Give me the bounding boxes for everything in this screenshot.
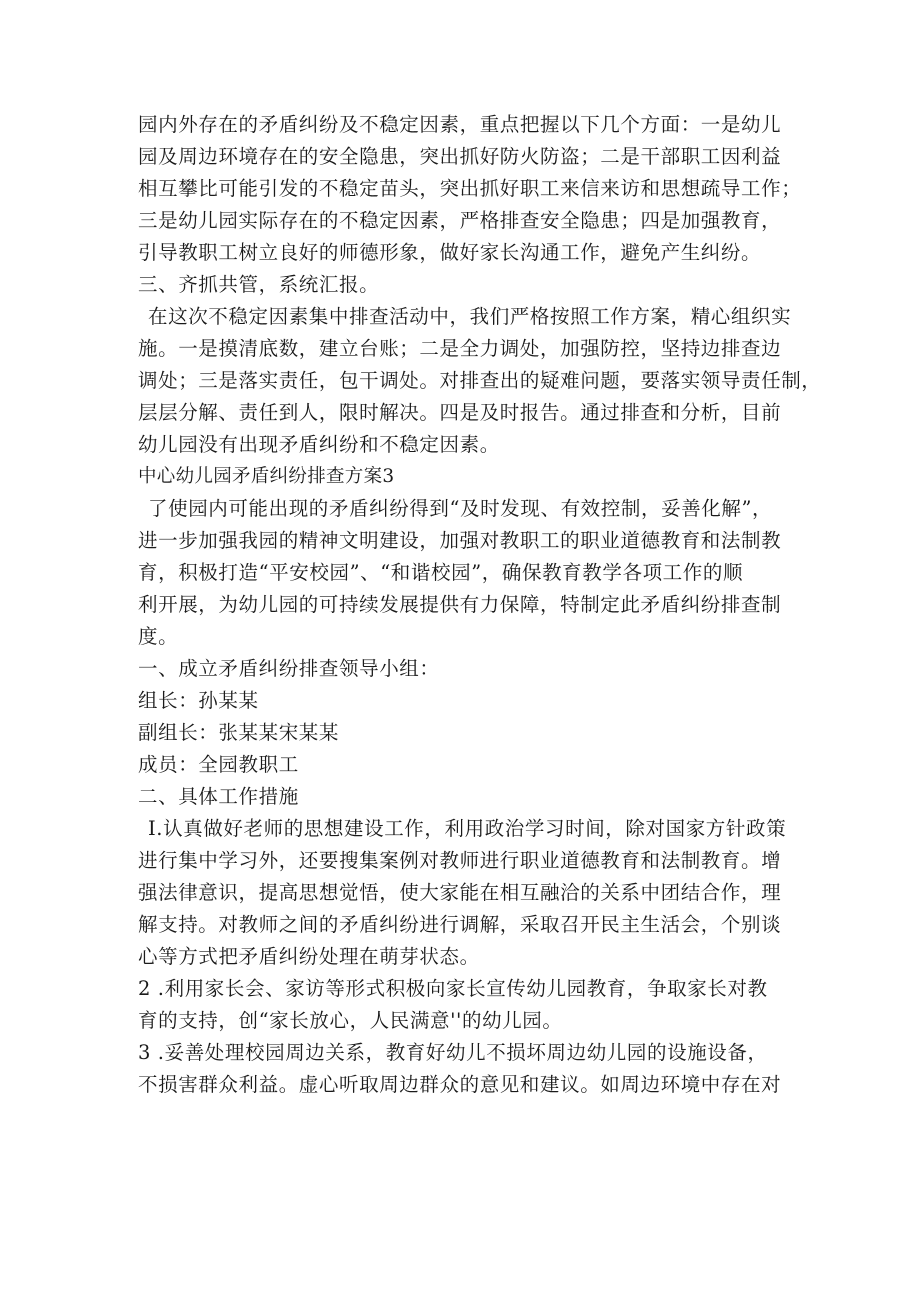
document-body <box>138 109 822 1101</box>
text-line: 进一步加强我园的精神文明建设，加强对教职工的职业道德教育和法制教 <box>138 529 782 552</box>
text-line: 调处；三是落实责任，包干调处。对排查出的疑难问题，要落实领导责任制， <box>138 369 822 392</box>
text-line: 层层分解、责任到人，限时解决。四是及时报告。通过排查和分析，目前 <box>138 401 782 424</box>
paragraph-s1 <box>138 653 798 685</box>
text-line: 育，积极打造“平安校园”、“和谐校园”，确保教育教学各项工作的顺 <box>138 561 744 584</box>
text-line: 了使园内可能出现的矛盾纠纷得到“及时发现、有效控制，妥善化解”， <box>148 497 773 520</box>
paragraph-s1c <box>138 749 798 781</box>
text-line: 进行集中学习外，还要搜集案例对教师进行职业道德教育和法制教育。增 <box>138 849 782 872</box>
text-line: 三、齐抓共管，系统汇报。 <box>138 273 380 296</box>
paragraph-p1 <box>138 109 802 269</box>
text-line: 心等方式把矛盾纠纷处理在萌芽状态。 <box>138 945 480 968</box>
text-line: 强法律意识，提高思想觉悟，使大家能在相互融洽的关系中团结合作，理 <box>138 881 782 904</box>
text-line: 二、具体工作措施 <box>138 785 299 808</box>
paragraph-m1 <box>138 813 798 973</box>
text-line: 度。 <box>138 625 179 648</box>
paragraph-m3 <box>138 1037 798 1101</box>
text-line: 园及周边环境存在的安全隐患，突出抓好防火防盗；二是干部职工因利益 <box>138 145 782 168</box>
text-line: 一、成立矛盾纠纷排查领导小组： <box>138 657 440 680</box>
paragraph-s1a <box>138 685 798 717</box>
text-line: 成员：全园教职工 <box>138 753 299 776</box>
text-line: 2 .利用家长会、家访等形式积极向家长宣传幼儿园教育，争取家长对教 <box>138 977 768 1000</box>
text-line: 施。一是摸清底数，建立台账；二是全力调处，加强防控，坚持边排查边 <box>138 337 782 360</box>
text-line: 幼儿园没有出现矛盾纠纷和不稳定因素。 <box>138 433 500 456</box>
text-line: 园内外存在的矛盾纠纷及不稳定因素，重点把握以下几个方面：一是幼儿 <box>138 113 782 136</box>
paragraph-m2 <box>138 973 798 1037</box>
text-line: 在这次不稳定因素集中排查活动中，我们严格按照工作方案，精心组织实 <box>148 305 792 328</box>
text-line: 3 .妥善处理校园周边关系，教育好幼儿不损坏周边幼儿园的设施设备， <box>138 1041 768 1064</box>
text-line: 副组长：张某某宋某某 <box>138 721 340 744</box>
paragraph-s2 <box>138 781 798 813</box>
paragraph-s1b <box>138 717 798 749</box>
paragraph-p2 <box>138 301 822 461</box>
text-line: 解支持。对教师之间的矛盾纠纷进行调解，采取召开民主生活会，个别谈 <box>138 913 782 936</box>
text-line: 三是幼儿园实际存在的不稳定因素，严格排查安全隐患；四是加强教育， <box>138 209 782 232</box>
text-line: I.认真做好老师的思想建设工作，利用政治学习时间，除对国家方针政策 <box>148 817 787 840</box>
paragraph-title3 <box>138 461 798 493</box>
text-line: 中心幼儿园矛盾纠纷排查方案3 <box>138 466 395 487</box>
text-line: 组长：孙某某 <box>138 689 259 712</box>
text-line: 不损害群众利益。虚心听取周边群众的意见和建议。如周边环境中存在对 <box>138 1073 782 1096</box>
paragraph-h3 <box>138 269 798 301</box>
text-line: 引导教职工树立良好的师德形象，做好家长沟通工作，避免产生纠纷。 <box>138 241 762 264</box>
paragraph-p3 <box>138 493 798 653</box>
text-line: 育的支持，创“家长放心，人民满意''的幼儿园。 <box>138 1009 563 1032</box>
text-line: 利开展，为幼儿园的可持续发展提供有力保障，特制定此矛盾纠纷排查制 <box>138 593 782 616</box>
text-line: 相互攀比可能引发的不稳定苗头，突出抓好职工来信来访和思想疏导工作； <box>138 177 802 200</box>
